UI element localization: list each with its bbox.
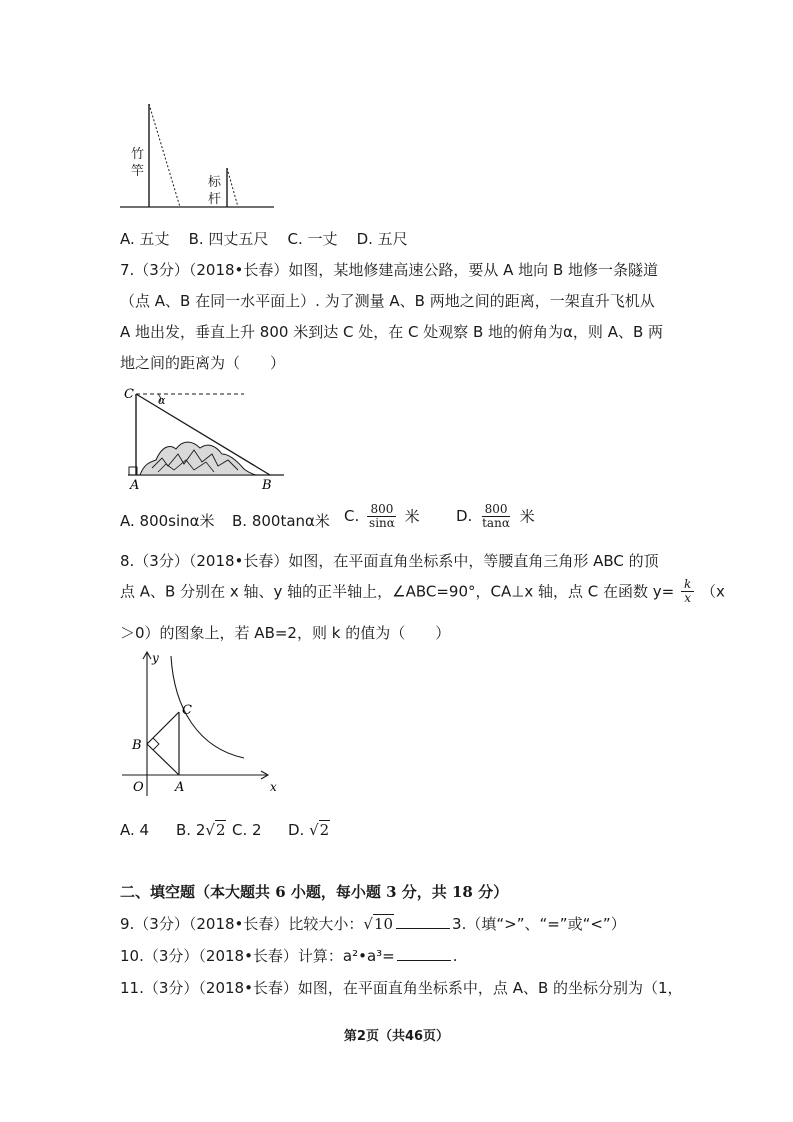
q8-fraction-numerator: k [681,578,694,592]
q7-option-c-unit: 米 [404,507,420,526]
point-b-label: B [262,478,272,492]
point-c-label: C [124,387,134,402]
q10-line [120,945,458,966]
coordinate-figure [118,648,288,798]
q10-end: . [452,947,458,965]
x-axis-label: x [270,780,277,794]
q7-option-c-fraction [366,503,398,529]
q9-line [120,913,626,934]
q9-prefix: 9.（3分）（2018•长春）比较大小： [120,915,364,933]
q8-line-1: 8.（3分）（2018•长春）如图，在平面直角坐标系中，等腰直角三角形 ABC 的顶 [120,552,659,570]
q7-option-d-numerator: 800 [482,503,511,517]
q8-option-b [176,821,226,839]
q8-line-2 [120,578,725,604]
q7-option-c [344,503,420,529]
alpha-label: α [158,394,166,407]
q8-option-d-prefix: D. [288,821,305,839]
q8-line-2-text: 点 A、B 分别在 x 轴、y 轴的正半轴上，∠ABC=90°，CA⊥x 轴，点 C 在函数 y= [120,582,675,601]
tunnel-figure [118,384,288,492]
q7-line-3: A 地出发，垂直上升 800 米到达 C 处，在 C 处观察 B 地的俯角为α，则 A、B 两 [120,323,664,341]
q7-option-d [456,503,535,529]
q9-sqrt: √10 [363,915,394,933]
q8-line-2-end: （x [701,582,725,601]
rod-label-2: 杆 [208,192,222,207]
q7-line-4: 地之间的距离为（ ） [120,354,286,372]
q8-option-a: A. 4 [120,821,150,839]
q7-option-d-denominator: tanα [482,515,510,530]
q8-option-d-radicand: 2 [319,821,330,839]
section-heading: 二、填空题（本大题共 6 小题，每小题 3 分，共 18 分） [120,883,509,901]
q7-option-c-numerator: 800 [367,503,396,517]
q10-answer-blank[interactable] [397,946,451,961]
q8-option-b-radicand: 2 [215,821,226,839]
rod-label-1: 标 [208,175,222,190]
q10-text: 10.（3分）（2018•长春）计算：a²•a³= [120,947,395,965]
point-c-label: C [182,703,192,718]
q7-option-a: A. 800sinα米 [120,512,215,530]
q8-option-b-prefix: B. 2 [176,821,206,839]
q7-option-b: B. 800tanα米 [232,512,330,530]
pole-label-1: 竹 [131,147,145,162]
q7-option-d-unit: 米 [519,507,535,526]
q8-option-d-sqrt: √2 [309,821,330,839]
q7-option-d-prefix: D. [456,507,473,526]
point-a-label: A [175,780,185,795]
origin-label: O [133,780,144,795]
q7-option-c-prefix: C. [344,507,360,526]
point-a-label: A [130,478,140,492]
q11-line-1: 11.（3分）（2018•长春）如图，在平面直角坐标系中，点 A、B 的坐标分别为（1， [120,979,683,997]
q7-line-1: 7.（3分）（2018•长春）如图，某地修建高速公路，要从 A 地向 B 地修一条隧道 [120,261,659,279]
q7-option-c-denominator: sinα [369,515,395,530]
q7-line-2: （点 A、B 在同一水平面上）. 为了测量 A、B 两地之间的距离，一架直升飞机从 [120,292,655,310]
y-axis-label: y [152,651,159,665]
q9-answer-blank[interactable] [396,914,450,929]
page-footer: 第2页（共46页） [343,1029,450,1044]
q9-suffix: 3.（填“>”、“=”或“<”） [452,915,626,933]
q8-option-b-sqrt: √2 [205,821,226,839]
pole-label-2: 竿 [131,164,145,179]
q8-k-over-x [681,578,694,604]
q6-options: A. 五丈 B. 四丈五尺 C. 一丈 D. 五尺 [120,230,408,248]
q9-radicand: 10 [373,915,394,933]
q8-fraction-denominator: x [684,590,691,605]
q8-line-3: ＞0）的图象上，若 AB=2，则 k 的值为（ ） [120,624,451,642]
q7-option-d-fraction [479,503,513,529]
q8-option-c: C. 2 [232,821,262,839]
q8-option-d [288,821,330,839]
point-b-label: B [132,738,142,753]
